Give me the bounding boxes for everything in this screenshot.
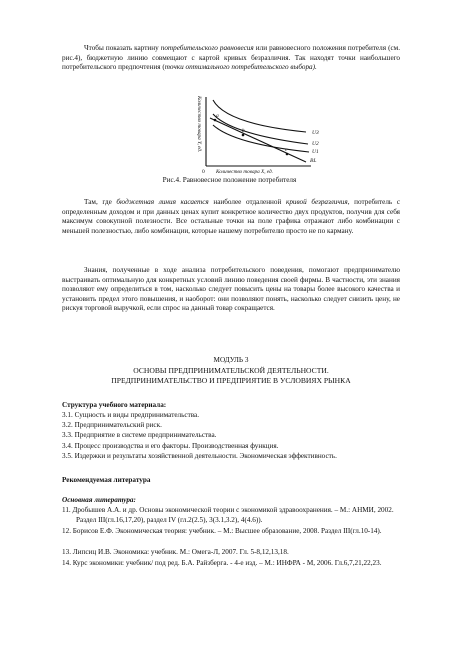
text-run: Там, где — [84, 198, 117, 206]
italic-term: потребительского равновесия — [160, 44, 254, 52]
figure-ylabel: Количество товара Y, ед. — [196, 96, 202, 153]
figure-xlabel: Количество товара X, ед. — [216, 169, 273, 174]
module-number: МОДУЛЬ 3 — [213, 356, 249, 364]
module-title-line2: ПРЕДПРИНИМАТЕЛЬСТВО И ПРЕДПРИЯТИЕ В УСЛОВИЯХ РЫНКА — [111, 376, 351, 385]
text-run: наиболее отдаленной — [208, 198, 286, 206]
point-label-b: b — [242, 128, 245, 134]
figure-origin: 0 — [202, 169, 205, 174]
text-run: или равновесного положения потребителя (см. рис.4), бюджетную линию совмещают с картой кривых безразличия. Так находят точки наибольшего потребительского предпочтения ( — [62, 44, 400, 72]
italic-term: кривой безразличия — [285, 198, 348, 206]
italic-term: точки оптимального потребительского выбора). — [164, 63, 317, 72]
text-run: Чтобы показать картину — [84, 44, 161, 52]
point-b — [242, 134, 245, 137]
indifference-curve-u1 — [213, 125, 309, 152]
point-label-a: a — [216, 113, 219, 119]
structure-item: 3.5. Издержки и результаты хозяйственной деятельности. Экономическая эффективность. — [62, 452, 337, 460]
structure-item: 3.1. Сущность и виды предпринимательства. — [62, 411, 200, 419]
curve-label-u2: U2 — [312, 141, 319, 147]
literature-item: 11. Дробышев А.А. и др. Основы экономической теории с экономикой здравоохранения. – М.: АНМИ, 2002. Раздел III(гл.16,17,20), раздел IV (гл.2(2.5), 3(3.1,3.2), 4(4.6)). — [62, 506, 394, 524]
curve-label-u1: U1 — [312, 149, 319, 155]
paragraph-knowledge: Знания, полученные в ходе анализа потребительского поведения, помогают предпринимателю выстраивать оптимальную для конкретных условий линию поведения своей фирмы. В частности, эти знания позволяют ему определиться в том, насколько следует повысить цены на товары более высокого качества и установить предел этого повышения, и наоборот: они позволяют понять, насколько следует снизить цену, не рискуя торговой выручкой, если спрос на данный товар сокращается. — [62, 266, 400, 313]
point-label-c: c — [285, 147, 288, 153]
intro-paragraph — [62, 44, 400, 73]
indifference-figure — [186, 94, 336, 174]
literature-item: 14. Курс экономики: учебник/ под ред. Б.А. Райзберга. - 4-е изд. – М.: ИНФРА - М, 2006. Гл.6,7,21,22,23. — [62, 559, 382, 567]
structure-item: 3.4. Процесс производства и его факторы. Производственная функция. — [62, 442, 279, 450]
text-run: , потребитель с определенным доходом и при данных ценах купит конкретное количество двух продуктов, получив для себя максимум совокупной полезности. Все остальные точки на поле графика отражают либо комбинации с меньшей полезностью, либо комбинации, которые нашему потребителю просто не по карману. — [62, 198, 401, 235]
point-c — [286, 153, 289, 156]
literature-item: 13. Липсиц И.В. Экономика: учебник. М.: Омега-Л, 2007. Гл. 5-8,12,13,18. — [62, 548, 289, 556]
structure-item: 3.3. Предприятие в системе предпринимательства. — [62, 431, 217, 439]
literature-item: 12. Борисов Е.Ф. Экономическая теория: учебник. – М.: Высшее образование, 2008. Раздел III(гл.10-14). — [62, 527, 382, 535]
literature-heading: Рекомендуемая литература — [62, 476, 151, 484]
point-a — [214, 119, 217, 122]
indifference-curve-u2 — [213, 114, 308, 144]
structure-item: 3.2. Предпринимательский риск. — [62, 421, 162, 429]
curve-label-u3: U3 — [312, 130, 319, 136]
italic-term: бюджетная линия касается — [116, 198, 209, 206]
indifference-curve-u3 — [213, 100, 306, 132]
literature-subheading: Основная литература: — [62, 496, 136, 504]
paragraph-equilibrium — [62, 198, 400, 236]
figure-caption: Рис.4. Равновесное положение потребителя — [162, 176, 297, 184]
module-title-line1: ОСНОВЫ ПРЕДПРИНИМАТЕЛЬСКОЙ ДЕЯТЕЛЬНОСТИ. — [133, 366, 329, 375]
curve-label-bl: BL — [310, 158, 317, 164]
structure-heading: Структура учебного материала: — [62, 401, 167, 409]
